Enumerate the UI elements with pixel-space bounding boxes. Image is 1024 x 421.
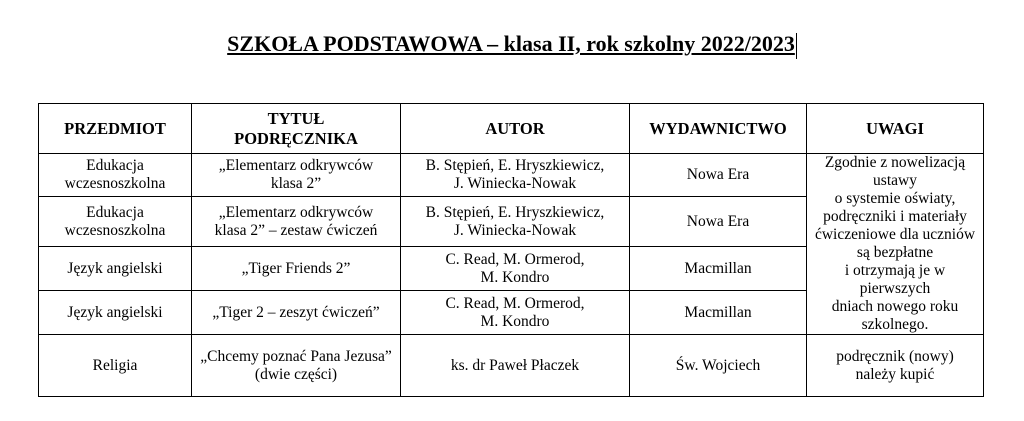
note-line: są bezpłatne — [856, 244, 934, 261]
cell-author-line2: J. Winiecka-Nowak — [453, 174, 577, 192]
header-book-title-line1: TYTUŁ — [267, 108, 325, 128]
note-line: szkolnego. — [861, 316, 929, 333]
cell-title-line1: „Elementarz odkrywców — [218, 156, 374, 174]
table-row — [39, 335, 984, 397]
document-title — [0, 30, 1024, 59]
cell-subject-line2: wczesnoszkolna — [64, 221, 166, 239]
header-book-title-line2: PODRĘCZNIKA — [234, 128, 358, 148]
header-notes: UWAGI — [807, 104, 984, 154]
note-line: podręczniki i materiały — [823, 208, 967, 225]
cell-author-line2: M. Kondro — [480, 312, 550, 330]
cell-subject-line2: wczesnoszkolna — [64, 174, 166, 192]
cell-author-line1: C. Read, M. Ormerod, — [445, 250, 585, 268]
document-title-text: SZKOŁA PODSTAWOWA – klasa II, rok szkolny 2022/2023 — [227, 31, 795, 56]
cell-merged-note — [807, 154, 984, 335]
header-publisher: WYDAWNICTWO — [630, 104, 807, 154]
cell-publisher: Macmillan — [630, 291, 807, 335]
cell-title-line2: klasa 2” — [270, 174, 322, 192]
table-row — [39, 154, 984, 197]
header-author: AUTOR — [401, 104, 630, 154]
cell-title — [192, 154, 401, 197]
cell-title: „Tiger 2 – zeszyt ćwiczeń” — [192, 291, 401, 335]
header-subject: PRZEDMIOT — [39, 104, 192, 154]
cell-title — [192, 335, 401, 397]
cell-subject — [39, 196, 192, 247]
cell-subject: Język angielski — [39, 291, 192, 335]
header-book-title — [192, 104, 401, 154]
cell-subject: Religia — [39, 335, 192, 397]
table-header-row — [39, 104, 984, 154]
cell-author-line1: C. Read, M. Ormerod, — [445, 294, 585, 312]
cell-note-line1: podręcznik (nowy) — [836, 347, 954, 365]
cell-subject: Język angielski — [39, 247, 192, 291]
note-line: o systemie oświaty, — [834, 190, 956, 207]
cell-author-line1: B. Stępień, E. Hryszkiewicz, — [425, 203, 605, 221]
cell-title-line2: klasa 2” – zestaw ćwiczeń — [214, 221, 378, 239]
cell-note — [807, 335, 984, 397]
cell-author — [401, 154, 630, 197]
cell-title-line1: „Chcemy poznać Pana Jezusa” — [200, 347, 392, 365]
cell-note-line2: należy kupić — [855, 365, 935, 383]
cell-title-line1: „Elementarz odkrywców — [218, 203, 374, 221]
note-line: ćwiczeniowe dla uczniów — [814, 226, 976, 243]
cell-author: ks. dr Paweł Płaczek — [401, 335, 630, 397]
cell-publisher: Św. Wojciech — [630, 335, 807, 397]
text-cursor — [796, 33, 797, 59]
cell-title — [192, 196, 401, 247]
textbook-table — [38, 103, 984, 397]
cell-author-line2: J. Winiecka-Nowak — [453, 221, 577, 239]
note-line: i otrzymają je w pierwszych — [844, 262, 946, 297]
cell-author — [401, 196, 630, 247]
cell-author — [401, 291, 630, 335]
cell-publisher: Nowa Era — [630, 154, 807, 197]
cell-publisher: Macmillan — [630, 247, 807, 291]
note-line: Zgodnie z nowelizacją ustawy — [824, 154, 966, 189]
cell-subject — [39, 154, 192, 197]
cell-title: „Tiger Friends 2” — [192, 247, 401, 291]
note-line: dniach nowego roku — [831, 298, 959, 315]
cell-subject-line1: Edukacja — [86, 156, 144, 174]
cell-title-line2: (dwie części) — [254, 365, 338, 383]
cell-publisher: Nowa Era — [630, 196, 807, 247]
cell-author-line2: M. Kondro — [480, 268, 550, 286]
cell-author-line1: B. Stępień, E. Hryszkiewicz, — [425, 156, 605, 174]
cell-subject-line1: Edukacja — [86, 203, 144, 221]
cell-author — [401, 247, 630, 291]
